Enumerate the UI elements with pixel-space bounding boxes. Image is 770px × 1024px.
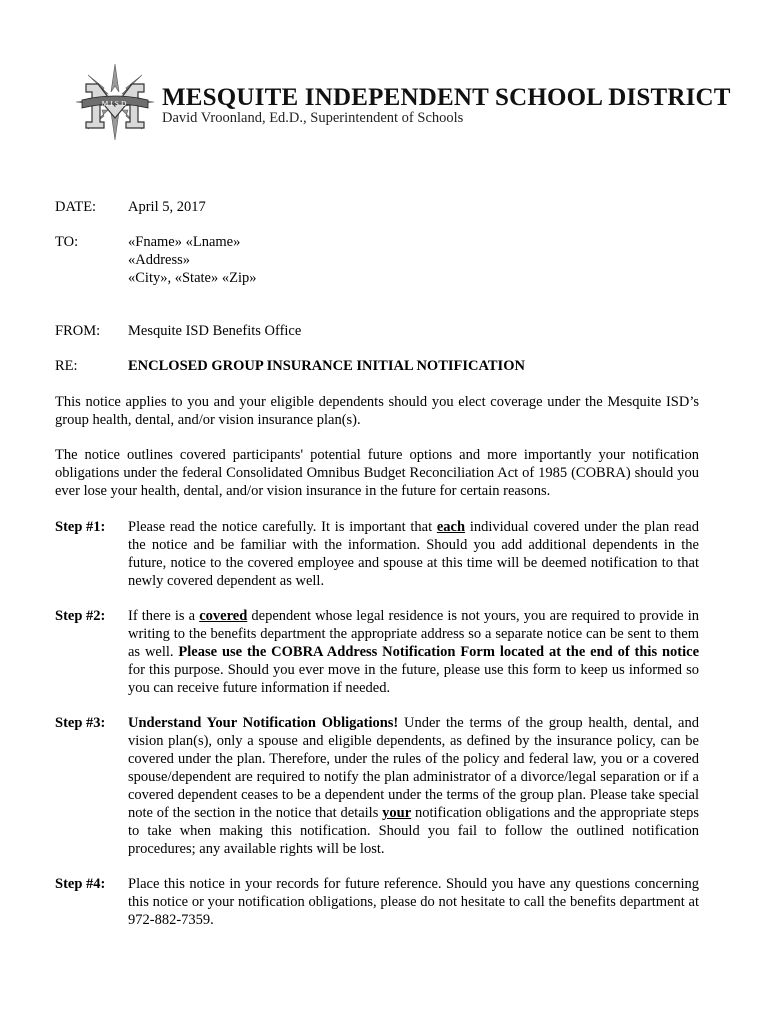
- step-3-text: Understand Your Notification Obligations! Under the terms of the group health, dental, and vision plan(s), only a spouse and eligible dependents, as defined by the insurance policy, can be covered under the plan. Therefore, under the rules of the policy and federal law, you or a covered spouse/dependent are required to notify the plan administrator of a divorce/legal separation or if a covered dependent ceases to be a dependent under the terms of the group plan. Please take special note of the section in the notice that details your notification obligations and the appropriate steps to take when making this notification. Should you fail to follow the outlined notification procedures; any available rights will be lost.: [128, 715, 699, 857]
- cobra-form-instruction: Please use the COBRA Address Notification Form located at the end of this notice: [178, 644, 700, 660]
- step-1: [55, 518, 699, 590]
- cobra-paragraph: The notice outlines covered participants' potential future options and more importantly your notification obligations under the federal Consolidated Omnibus Budget Reconciliation Act of 1985 (COBRA) should you ever lose your health, dental, and/or vision insurance in the future for certain reasons.: [55, 447, 699, 499]
- re-value: ENCLOSED GROUP INSURANCE INITIAL NOTIFICATION: [128, 358, 525, 374]
- step-4-label: Step #4:: [55, 876, 106, 892]
- date-value: April 5, 2017: [128, 199, 206, 215]
- from-value: Mesquite ISD Benefits Office: [128, 323, 302, 339]
- re-label: RE:: [55, 358, 78, 374]
- to-address: «Address»: [128, 252, 191, 268]
- step-1-text: Please read the notice carefully. It is important that each individual covered under the plan read the notice and be familiar with the information. Should you add additional dependents in the future, notice to the covered employee and spouse at this time will be deemed notification to that newly covered dependent as well.: [128, 519, 699, 589]
- from-label: FROM:: [55, 323, 101, 339]
- date-label: DATE:: [55, 199, 97, 215]
- superintendent-line: David Vroonland, Ed.D., Superintendent of Schools: [162, 110, 464, 126]
- to-name: «Fname» «Lname»: [128, 234, 241, 250]
- step-2-label: Step #2:: [55, 608, 106, 624]
- letterhead: [72, 62, 731, 142]
- emphasis-each: each: [436, 519, 466, 535]
- step-3-label: Step #3:: [55, 715, 106, 731]
- obligations-heading: Understand Your Notification Obligations!: [128, 715, 399, 731]
- step-1-label: Step #1:: [55, 519, 106, 535]
- district-logo-icon: [72, 62, 158, 142]
- intro-paragraph: This notice applies to you and your eligible dependents should you elect coverage under the Mesquite ISD’s group health, dental, and/or vision insurance plan(s).: [55, 394, 699, 428]
- to-city-state-zip: «City», «State» «Zip»: [128, 270, 257, 286]
- district-name: MESQUITE INDEPENDENT SCHOOL DISTRICT: [162, 84, 731, 111]
- step-4: [55, 875, 699, 929]
- to-label: TO:: [55, 234, 79, 250]
- step-4-text: Place this notice in your records for future reference. Should you have any questions concerning this notice or your notification obligations, please do not hesitate to call the benefits department at 972-882-7359.: [128, 876, 699, 928]
- step-3: [55, 714, 699, 858]
- step-2: [55, 607, 699, 697]
- svg-text:MISD: MISD: [101, 99, 129, 108]
- step-2-text: If there is a covered dependent whose legal residence is not yours, you are required to provide in writing to the benefits department the appropriate address so a separate notice can be sent to them as well. Please use the COBRA Address Notification Form located at the end of this notice for this purpose. Should you ever move in the future, please use this form to keep us informed so you can receive future information if needed.: [128, 608, 700, 696]
- emphasis-your: your: [382, 805, 412, 821]
- emphasis-covered: covered: [199, 608, 248, 624]
